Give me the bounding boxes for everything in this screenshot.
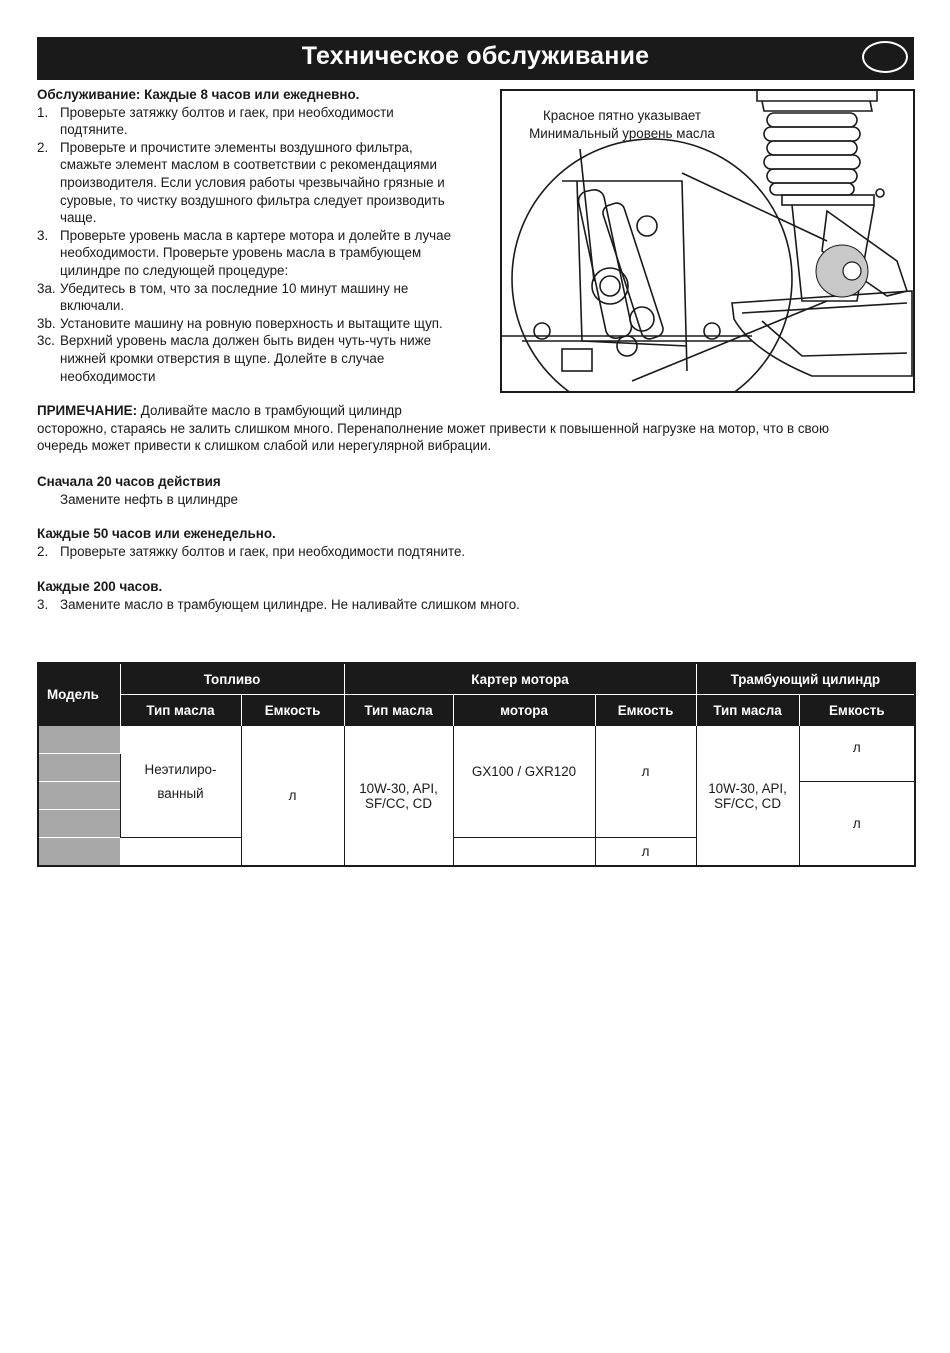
section-8h bbox=[37, 86, 497, 385]
list-item bbox=[37, 332, 497, 385]
item-text: Проверьте затяжку болтов и гаек, при необходимости подтяните. bbox=[60, 543, 466, 559]
table-header-row bbox=[38, 663, 915, 695]
bellows bbox=[764, 113, 860, 195]
section-200h bbox=[37, 578, 737, 613]
crank-oil-cell bbox=[344, 726, 453, 867]
engine-cell: GX100 / GXR120 bbox=[453, 726, 595, 838]
item-text-line: необходимости bbox=[60, 368, 156, 384]
section-20h-heading: Сначала 20 часов действия bbox=[37, 474, 221, 489]
list-item bbox=[37, 315, 497, 333]
section-50h-item bbox=[37, 543, 737, 561]
fuel-type-line1: Неэтилиро- bbox=[144, 761, 217, 777]
fuel-capacity-cell: л bbox=[241, 726, 344, 867]
rammer-illustration bbox=[502, 91, 913, 391]
cyl-capacity-cell-a: л bbox=[799, 726, 915, 782]
item-number: 3c. bbox=[37, 333, 55, 349]
col-model: Модель bbox=[38, 663, 120, 726]
col-fuel-capacity: Емкость bbox=[241, 695, 344, 726]
cyl-capacity-cell-b: л bbox=[799, 782, 915, 867]
item-number: 2. bbox=[37, 543, 49, 559]
cyl-oil-line1: 10W-30, API, bbox=[708, 780, 787, 796]
figure-caption-line2: Минимальный уровень масла bbox=[529, 125, 715, 141]
section-20h-text: Замените нефть в цилиндре bbox=[60, 491, 238, 507]
table-row bbox=[38, 726, 915, 754]
col-cyl-capacity: Емкость bbox=[799, 695, 915, 726]
note-line2: осторожно, стараясь не залить слишком много. Перенаполнение может привести к повышенной нагрузке на мотор, что в свою bbox=[37, 420, 830, 436]
page-title: Техническое обслуживание bbox=[301, 42, 650, 70]
oil-level-figure bbox=[500, 89, 915, 393]
item-number: 1. bbox=[37, 104, 49, 120]
model-cell bbox=[38, 838, 120, 867]
item-text-line: чаще. bbox=[60, 210, 97, 226]
col-fuel: Топливо bbox=[120, 663, 344, 695]
section-50h bbox=[37, 525, 737, 560]
crank-oil-line1: 10W-30, API, bbox=[359, 780, 438, 796]
item-text-line: цилиндре по следующей процедуре: bbox=[60, 262, 289, 278]
section-200h-item bbox=[37, 596, 737, 614]
section-200h-heading: Каждые 200 часов. bbox=[37, 579, 163, 594]
model-cell bbox=[38, 726, 120, 754]
item-text-line: Убедитесь в том, что за последние 10 минут машину не bbox=[60, 280, 409, 296]
page-number-badge bbox=[862, 41, 908, 73]
item-number: 3. bbox=[37, 227, 49, 243]
list-item bbox=[37, 139, 497, 227]
cyl-oil-line2: SF/CC, CD bbox=[714, 795, 782, 811]
list-item bbox=[37, 280, 497, 315]
list-item bbox=[37, 104, 497, 139]
col-cylinder: Трамбующий цилиндр bbox=[696, 663, 915, 695]
item-text: Замените масло в трамбующем цилиндре. Не наливайте слишком много. bbox=[60, 596, 520, 612]
engine-cell-last bbox=[453, 838, 595, 867]
crank-capacity-cell-last: л bbox=[595, 838, 696, 867]
fuel-type-cell-last bbox=[120, 838, 241, 867]
note-label: ПРИМЕЧАНИЕ: bbox=[37, 403, 138, 418]
note-line1: Доливайте масло в трамбующий цилиндр bbox=[137, 403, 402, 418]
model-cell bbox=[38, 810, 120, 838]
header-bar bbox=[37, 37, 914, 80]
col-crankcase: Картер мотора bbox=[344, 663, 696, 695]
item-text-line: Проверьте уровень масла в картере мотора и долейте в лучае bbox=[60, 227, 452, 243]
table-subheader-row bbox=[38, 695, 915, 726]
model-cell bbox=[38, 782, 120, 810]
cyl-oil-cell bbox=[696, 726, 799, 867]
item-text-line: Верхний уровень масла должен быть виден чуть-чуть ниже bbox=[60, 333, 432, 349]
fuel-type-cell bbox=[120, 726, 241, 838]
item-number: 3b. bbox=[37, 315, 56, 331]
item-text-line: смажьте элемент маслом в соответствии с рекомендациями bbox=[60, 157, 437, 173]
oil-spec-table bbox=[37, 662, 916, 867]
item-text-line: включали. bbox=[60, 298, 125, 314]
col-crank-capacity: Емкость bbox=[595, 695, 696, 726]
item-text-line: Установите машину на ровную поверхность и вытащите щуп. bbox=[60, 315, 443, 331]
col-cyl-oil-type: Тип масла bbox=[696, 695, 799, 726]
item-text-line: суровые, то чистку воздушного фильтра следует производить bbox=[60, 192, 445, 208]
item-number: 2. bbox=[37, 139, 49, 155]
item-text-line: Проверьте и прочистите элементы воздушного фильтра, bbox=[60, 139, 413, 155]
crank-capacity-cell: л bbox=[595, 726, 696, 838]
section-50h-heading: Каждые 50 часов или еженедельно. bbox=[37, 526, 276, 541]
item-text-line: подтяните. bbox=[60, 122, 128, 138]
item-text-line: нижней кромки отверстия в щупе. Долейте в случае bbox=[60, 350, 385, 366]
fuel-type-line2: ванный bbox=[157, 785, 204, 801]
list-item bbox=[37, 227, 497, 280]
section-20h bbox=[37, 473, 637, 508]
figure-caption-line1: Красное пятно указывает bbox=[542, 108, 702, 123]
col-fuel-type: Тип масла bbox=[120, 695, 241, 726]
col-crank-oil-type: Тип масла bbox=[344, 695, 453, 726]
note-block bbox=[37, 402, 914, 455]
item-number: 3a. bbox=[37, 280, 56, 296]
section-8h-list bbox=[37, 104, 497, 386]
item-number: 3. bbox=[37, 596, 49, 612]
model-cell bbox=[38, 754, 120, 782]
note-line3: очередь может привести к слишком слабой или нерегулярной вибрации. bbox=[37, 438, 492, 454]
item-text-line: необходимости. Проверьте уровень масла в трамбующем bbox=[60, 245, 422, 261]
section-8h-heading: Обслуживание: Каждые 8 часов или ежедневно. bbox=[37, 87, 360, 102]
col-engine: мотора bbox=[453, 695, 595, 726]
crank-oil-line2: SF/CC, CD bbox=[365, 795, 432, 811]
item-text-line: Проверьте затяжку болтов и гаек, при необходимости bbox=[60, 104, 394, 120]
item-text-line: производителя. Если условия работы чрезвычайно грязные и bbox=[60, 174, 445, 190]
